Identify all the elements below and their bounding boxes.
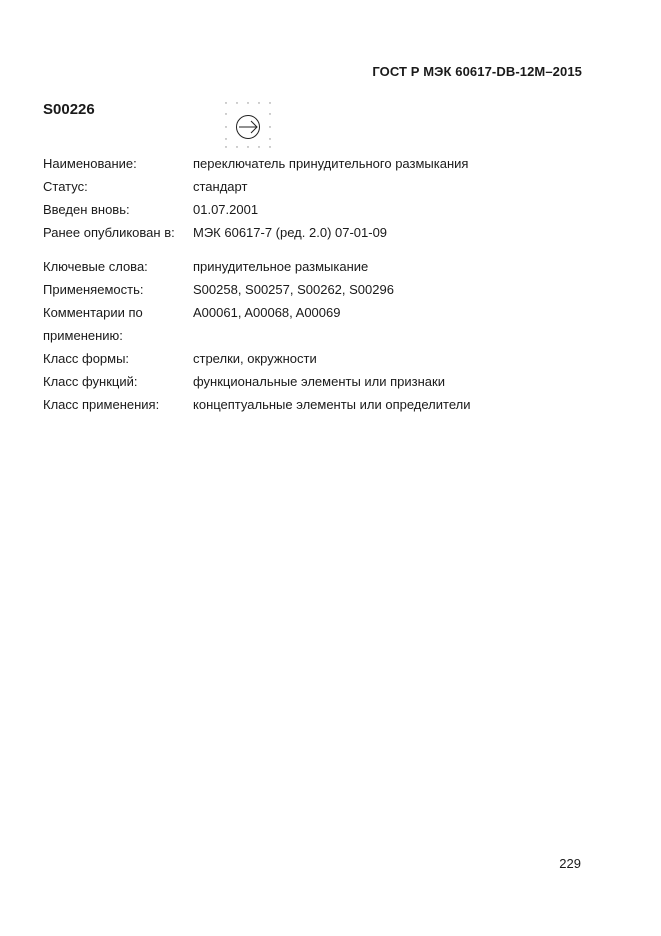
field-label: Класс применения: [43, 397, 160, 412]
field-label: Класс функций: [43, 374, 138, 389]
field-value: стандарт [193, 179, 248, 194]
field-label: Ранее опубликован в: [43, 225, 175, 240]
field-label: Наименование: [43, 156, 137, 171]
field-value: A00061, A00068, A00069 [193, 305, 341, 320]
field-label: Применяемость: [43, 282, 144, 297]
field-label: Комментарии по [43, 305, 143, 320]
field-value: переключатель принудительного размыкания [193, 156, 469, 171]
field-value: 01.07.2001 [193, 202, 259, 217]
field-label: Ключевые слова: [43, 259, 148, 274]
field-label: Статус: [43, 179, 88, 194]
field-label: Класс формы: [43, 351, 130, 366]
symbol-id: S00226 [43, 101, 95, 118]
field-value: функциональные элементы или признаки [193, 374, 445, 389]
field-value: S00258, S00257, S00262, S00296 [193, 282, 394, 297]
page-number: 229 [559, 856, 581, 871]
field-value: МЭК 60617-7 (ред. 2.0) 07-01-09 [193, 225, 388, 240]
circled-right-arrow-icon [222, 100, 278, 150]
field-value: принудительное размыкание [193, 259, 369, 274]
field-value: концептуальные элементы или определители [193, 397, 471, 412]
field-label: Введен вновь: [43, 202, 130, 217]
field-value: стрелки, окружности [193, 351, 317, 366]
field-label: применению: [43, 328, 123, 343]
standard-code: ГОСТ Р МЭК 60617-DB-12М–2015 [372, 64, 582, 79]
